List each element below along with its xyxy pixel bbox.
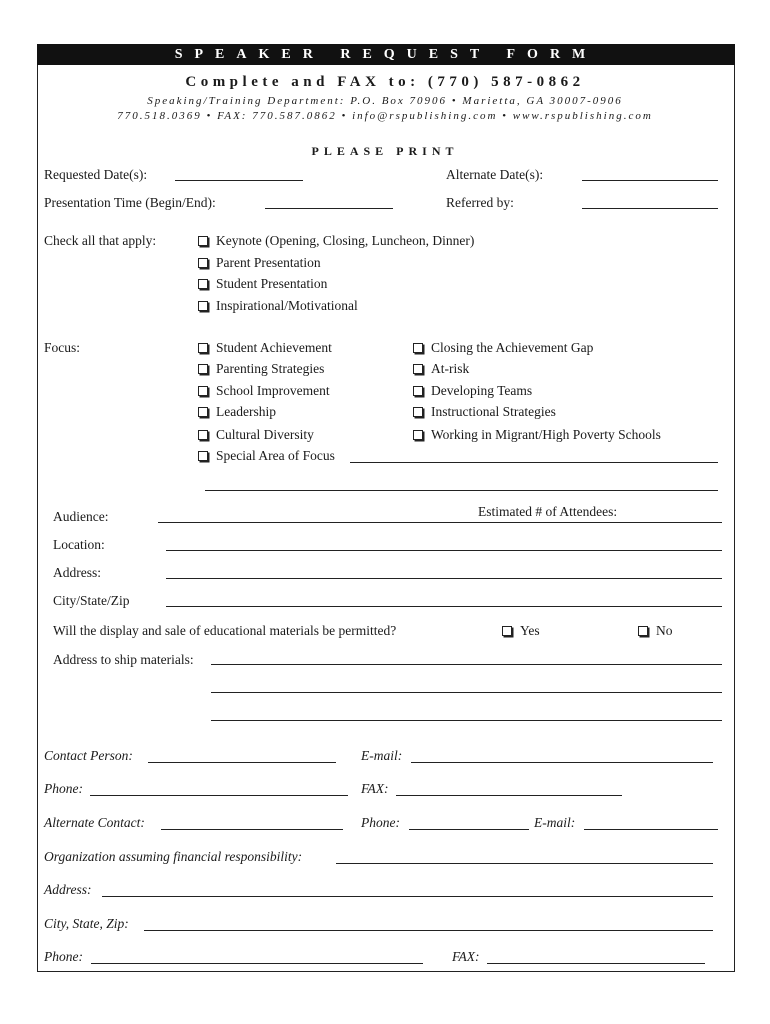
checkbox-icon[interactable] <box>198 236 208 246</box>
apply-option[interactable]: Parent Presentation <box>198 255 321 271</box>
form-frame <box>37 44 735 972</box>
ship-address-field[interactable] <box>211 664 722 665</box>
org-address-label: Address: <box>44 882 92 897</box>
ship-address-field-3[interactable] <box>211 720 722 721</box>
audience-field[interactable] <box>158 522 722 523</box>
fax-field[interactable] <box>396 795 622 796</box>
checkbox-icon[interactable] <box>198 451 208 461</box>
alternate-contact-label: Alternate Contact: <box>44 815 145 830</box>
focus-option[interactable]: Special Area of Focus <box>198 448 335 464</box>
focus-option[interactable]: Closing the Achievement Gap <box>413 340 593 356</box>
referred-by-field[interactable] <box>582 208 718 209</box>
checkbox-icon[interactable] <box>413 407 423 417</box>
ship-address-label: Address to ship materials: <box>53 652 194 667</box>
city-state-zip-field[interactable] <box>166 606 722 607</box>
apply-option[interactable]: Student Presentation <box>198 276 327 292</box>
org-phone-label: Phone: <box>44 949 83 964</box>
alternate-dates-field[interactable] <box>582 180 718 181</box>
email-field[interactable] <box>411 762 713 763</box>
presentation-time-label: Presentation Time (Begin/End): <box>44 195 216 210</box>
org-city-label: City, State, Zip: <box>44 916 129 931</box>
please-print-notice: PLEASE PRINT <box>311 144 459 158</box>
checkbox-icon[interactable] <box>502 626 512 636</box>
materials-question: Will the display and sale of educational materials be permitted? <box>53 623 397 638</box>
alt-email-label: E-mail: <box>534 815 576 830</box>
address-label: Address: <box>53 565 101 580</box>
attendees-label: Estimated # of Attendees: <box>478 504 618 519</box>
org-fax-label: FAX: <box>452 949 480 964</box>
location-label: Location: <box>53 537 105 552</box>
fax-label: FAX: <box>361 781 389 796</box>
special-focus-field[interactable] <box>350 462 718 463</box>
checkbox-icon[interactable] <box>413 386 423 396</box>
organization-field[interactable] <box>336 863 713 864</box>
checkbox-icon[interactable] <box>198 343 208 353</box>
presentation-time-field[interactable] <box>265 208 393 209</box>
checkbox-icon[interactable] <box>413 343 423 353</box>
city-state-zip-label: City/State/Zip <box>53 593 130 608</box>
focus-option[interactable]: School Improvement <box>198 383 330 399</box>
org-city-field[interactable] <box>144 930 713 931</box>
apply-option[interactable]: Keynote (Opening, Closing, Luncheon, Dinner) <box>198 233 474 249</box>
apply-option[interactable]: Inspirational/Motivational <box>198 298 358 314</box>
checkbox-icon[interactable] <box>198 301 208 311</box>
focus-option[interactable]: Working in Migrant/High Poverty Schools <box>413 427 661 443</box>
checkbox-icon[interactable] <box>413 430 423 440</box>
address-field[interactable] <box>166 578 722 579</box>
alternate-contact-field[interactable] <box>161 829 343 830</box>
focus-option[interactable]: Developing Teams <box>413 383 532 399</box>
organization-label: Organization assuming financial responsibility: <box>44 849 303 864</box>
checkbox-icon[interactable] <box>198 386 208 396</box>
focus-option[interactable]: At-risk <box>413 361 469 377</box>
referred-by-label: Referred by: <box>446 195 514 210</box>
audience-label: Audience: <box>53 509 109 524</box>
contact-person-label: Contact Person: <box>44 748 133 763</box>
focus-option[interactable]: Instructional Strategies <box>413 404 556 420</box>
checkbox-icon[interactable] <box>638 626 648 636</box>
materials-no-option[interactable]: No <box>638 623 673 639</box>
location-field[interactable] <box>166 550 722 551</box>
focus-option[interactable]: Cultural Diversity <box>198 427 314 443</box>
requested-dates-label: Requested Date(s): <box>44 167 148 182</box>
focus-option[interactable]: Parenting Strategies <box>198 361 324 377</box>
checkbox-icon[interactable] <box>198 279 208 289</box>
focus-label: Focus: <box>44 340 81 355</box>
org-fax-field[interactable] <box>487 963 705 964</box>
special-focus-field-2[interactable] <box>205 490 718 491</box>
focus-option[interactable]: Student Achievement <box>198 340 332 356</box>
phone-label: Phone: <box>44 781 83 796</box>
checkbox-icon[interactable] <box>198 258 208 268</box>
requested-dates-field[interactable] <box>175 180 303 181</box>
department-address: Speaking/Training Department: P.O. Box 70906 • Marietta, GA 30007-0906 <box>147 95 623 107</box>
checkbox-icon[interactable] <box>413 364 423 374</box>
org-phone-field[interactable] <box>91 963 423 964</box>
org-address-field[interactable] <box>102 896 713 897</box>
alt-phone-label: Phone: <box>361 815 400 830</box>
form-title-banner: SPEAKER REQUEST FORM <box>37 44 735 65</box>
phone-field[interactable] <box>90 795 348 796</box>
check-all-label: Check all that apply: <box>44 233 157 248</box>
checkbox-icon[interactable] <box>198 430 208 440</box>
alternate-dates-label: Alternate Date(s): <box>446 167 544 182</box>
contact-person-field[interactable] <box>148 762 336 763</box>
alt-email-field[interactable] <box>584 829 718 830</box>
fax-instruction: Complete and FAX to: (770) 587-0862 <box>185 74 585 90</box>
contact-info-line: 770.518.0369 • FAX: 770.587.0862 • info@rspublishing.com • www.rspublishing.com <box>117 110 653 122</box>
materials-yes-option[interactable]: Yes <box>502 623 540 639</box>
focus-option[interactable]: Leadership <box>198 404 276 420</box>
alt-phone-field[interactable] <box>409 829 529 830</box>
checkbox-icon[interactable] <box>198 407 208 417</box>
ship-address-field-2[interactable] <box>211 692 722 693</box>
checkbox-icon[interactable] <box>198 364 208 374</box>
email-label: E-mail: <box>361 748 403 763</box>
